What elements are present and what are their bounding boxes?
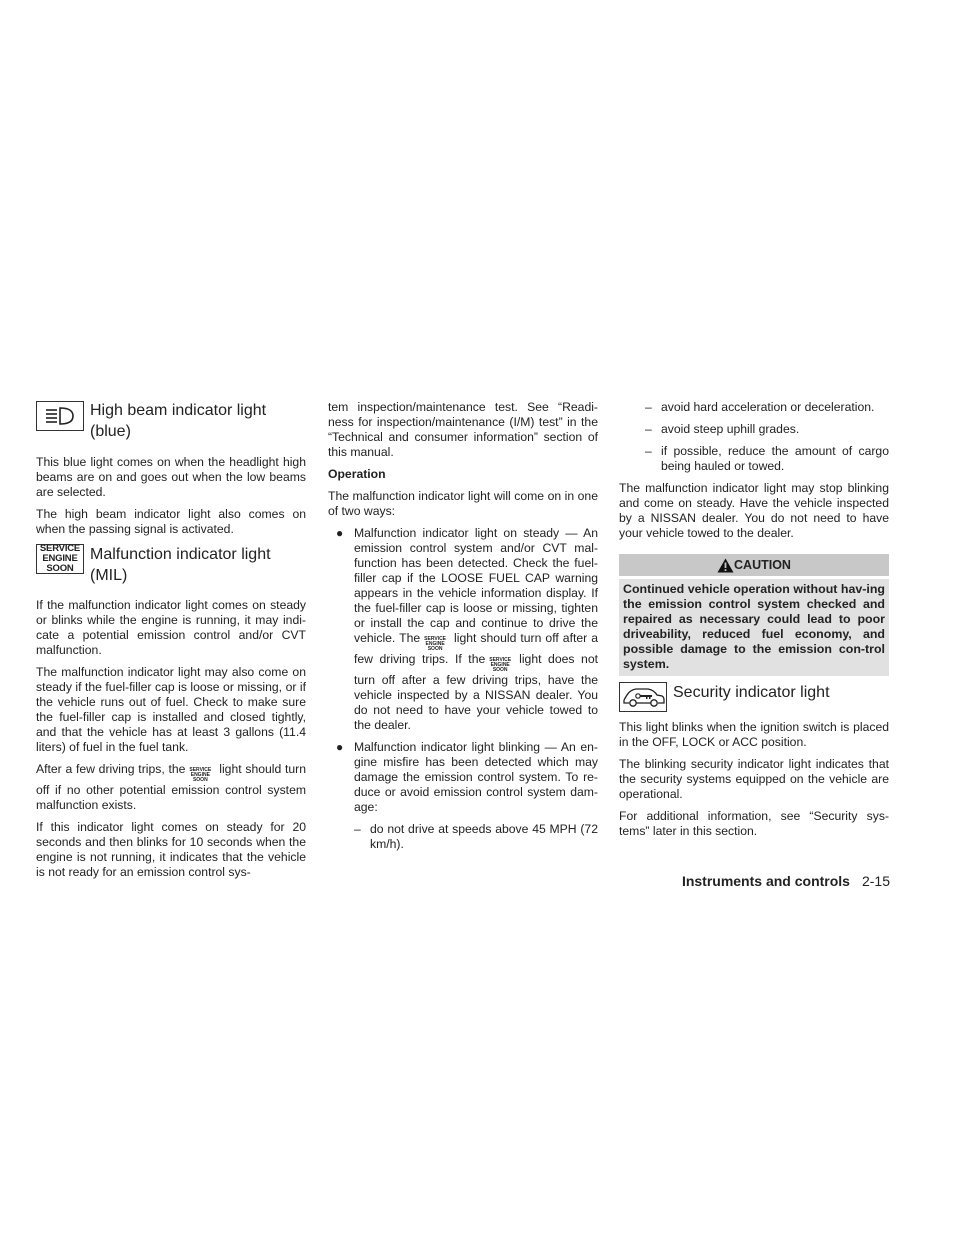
high-beam-heading — [36, 400, 306, 442]
service-engine-soon-icon — [36, 544, 84, 574]
dash-item — [645, 422, 889, 437]
page-number: 2-15 — [861, 873, 890, 889]
bullet-icon: ● — [336, 526, 344, 540]
icon-text-service: SERVICE — [39, 543, 81, 554]
dash-item — [354, 822, 598, 852]
high-beam-paragraph-1: This blue light comes on when the headlight high beams are on and goes out when the low beams are selected. — [36, 455, 306, 499]
section-title: Instruments and controls — [681, 873, 850, 889]
high-beam-paragraph-2: The high beam indicator light also comes on when the passing signal is activated. — [36, 507, 306, 536]
bullet-text-2: Malfunction indicator light blinking — An en-gine misfire has been detected which may damage the emission control system. To re-duce or avoid emission control system dam-age: — [354, 740, 598, 814]
bullet-icon: ● — [336, 740, 344, 754]
mil-heading — [36, 544, 306, 586]
dash-marker: – — [645, 400, 652, 414]
high-beam-headlight-icon — [36, 401, 84, 431]
car-with-key-icon — [619, 682, 667, 712]
caution-header — [619, 554, 889, 576]
caution-label: CAUTION — [734, 558, 791, 572]
service-engine-soon-icon-inline: SERVICE ENGINE SOON — [489, 657, 512, 673]
dash-item — [645, 400, 889, 415]
column-2 — [328, 400, 598, 859]
column-3 — [619, 400, 889, 846]
mil-paragraph-2: The malfunction indicator light may also come on steady if the fuel-filler cap is loose or missing, or if the vehicle runs out of fuel. Check to make sure the fuel-filler cap is installed and closed tightly, and that the vehicle has at least 3 gallons (11.4 liters) of fuel in the fuel tank. — [36, 665, 306, 754]
dash-item — [645, 444, 889, 474]
security-paragraph-2: The blinking security indicator light indicates that the security systems equipped on the vehicle are operational. — [619, 757, 889, 801]
column-1 — [36, 400, 306, 887]
page-footer — [620, 873, 890, 889]
mil-paragraph-4: If this indicator light comes on steady for 20 seconds and then blinks for 10 seconds when the engine is not running, it indicates that the vehicle is not ready for an emission control sys- — [36, 820, 306, 879]
dash-marker: – — [645, 444, 652, 458]
bullet-item — [328, 526, 598, 733]
service-engine-soon-icon-inline: SERVICE ENGINE SOON — [189, 767, 212, 783]
security-title: Security indicator light — [673, 684, 830, 701]
mil-title: Malfunction indicator light (MIL) — [90, 546, 271, 584]
bullet-item — [328, 740, 598, 815]
dash-text-2: avoid hard acceleration or deceleration. — [661, 400, 875, 414]
bullet-text-1: Malfunction indicator light on steady — An emission control system and/or CVT mal-function has been detected. Check the fuel-filler cap if the LOOSE FUEL CAP warning appears in the vehicle information display. If the fuel-filler cap is loose or missing, tighten or install the cap and continue to drive the vehicle. The SERVICE ENGINE SOON light should turn off after a few driving trips. If the SERVICE ENGINE SOON light does not turn off after a few driving trips, have the vehicle inspected by a NISSAN dealer. You do not need to have your vehicle towed to the dealer. — [354, 526, 598, 732]
warning-triangle-icon — [717, 558, 734, 573]
mil-paragraph-3 — [36, 762, 306, 813]
mil-p3-before: After a few driving trips, the — [36, 762, 186, 776]
mil-paragraph-1: If the malfunction indicator light comes on steady or blinks while the engine is running, it may indi-cate a potential emission control and/or CVT malfunction. — [36, 598, 306, 657]
operation-heading: Operation — [328, 467, 386, 481]
dash-text-3: avoid steep uphill grades. — [661, 422, 800, 436]
operation-intro: The malfunction indicator light will come on in one of two ways: — [328, 489, 598, 518]
dash-marker: – — [354, 822, 361, 836]
blinking-paragraph: The malfunction indicator light may stop blinking and come on steady. Have the vehicle inspected by a NISSAN dealer. You do not need to have your vehicle towed to the dealer. — [619, 481, 889, 540]
security-paragraph-3: For additional information, see “Security sys-tems” later in this section. — [619, 809, 889, 838]
dash-marker: – — [645, 422, 652, 436]
security-paragraph-1: This light blinks when the ignition switch is placed in the OFF, LOCK or ACC position. — [619, 720, 889, 749]
service-engine-soon-icon-inline: SERVICE ENGINE SOON — [424, 636, 447, 652]
high-beam-title: High beam indicator light (blue) — [90, 402, 267, 440]
icon-text-engine: ENGINE — [42, 553, 78, 564]
dash-text-1: do not drive at speeds above 45 MPH (72 km/h). — [370, 822, 598, 851]
dash-text-4: if possible, reduce the amount of cargo being hauled or towed. — [661, 444, 889, 473]
icon-text-soon: SOON — [46, 563, 74, 574]
continued-paragraph: tem inspection/maintenance test. See “Readi-ness for inspection/maintenance (I/M) test” in the “Technical and consumer information” section of this manual. — [328, 400, 598, 459]
caution-text: Continued vehicle operation without hav-ing the emission control system checked and repaired as necessary could lead to poor driveability, reduced fuel economy, and possible damage to the emission con-trol system. — [619, 579, 889, 676]
mil-p3-after: light should turn off if no other potential emission control system malfunction exists. — [36, 762, 306, 812]
security-heading — [619, 682, 889, 712]
